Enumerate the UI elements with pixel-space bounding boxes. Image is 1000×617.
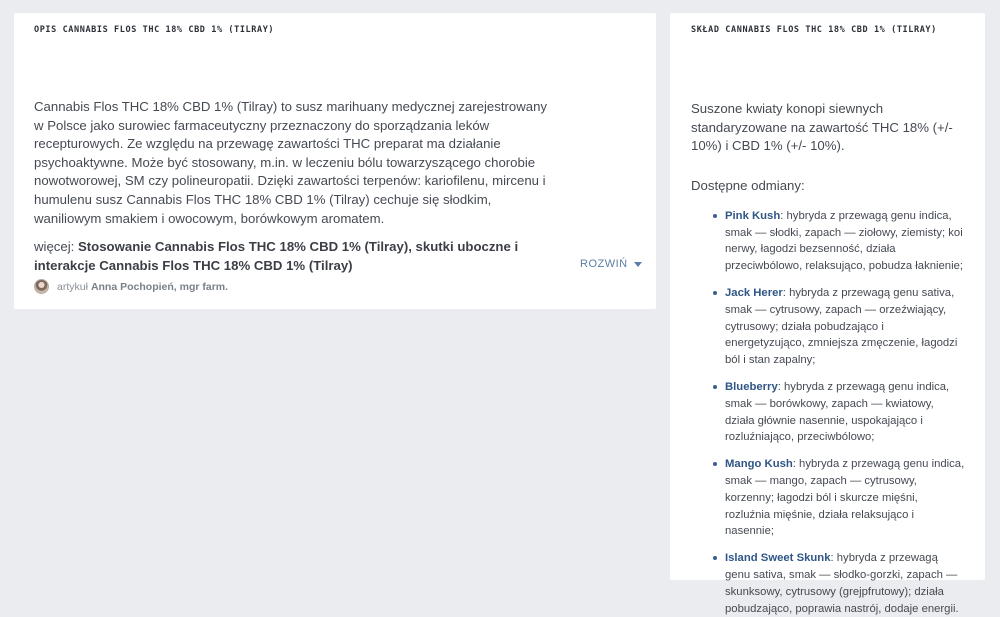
variety-desc: : hybryda z przewagą genu indica, smak — słodki, zapach — ziołowy, ziemisty; koi nerwy, łagodzi bezsenność, działa przeciwbólowo, relaksująco, pobudza łaknienie; bbox=[725, 209, 964, 273]
available-label: Dostępne odmiany: bbox=[691, 177, 805, 193]
description-card bbox=[14, 13, 656, 309]
variety-desc: : hybryda z przewagą genu indica, smak — borówkowy, zapach — kwiatowy, działa głównie nasennie, uspokajająco i rozluźniająco, przeciwbólowo; bbox=[725, 380, 950, 444]
composition-title: SKŁAD CANNABIS FLOS THC 18% CBD 1% (TILRAY) bbox=[691, 25, 937, 35]
more-links bbox=[34, 238, 564, 275]
author-prefix: artykuł bbox=[57, 280, 88, 293]
variety-name: Mango Kush bbox=[725, 458, 793, 471]
description-title: OPIS CANNABIS FLOS THC 18% CBD 1% (TILRAY) bbox=[34, 25, 275, 35]
list-item bbox=[691, 208, 965, 275]
list-item bbox=[691, 550, 965, 617]
composition-card bbox=[670, 13, 985, 615]
varieties-list bbox=[691, 208, 963, 617]
more-article-link[interactable]: Stosowanie Cannabis Flos THC 18% CBD 1% (Tilray), skutki uboczne i interakcje Cannabis Flos THC 18% CBD 1% (Tilray) bbox=[34, 239, 519, 273]
list-item bbox=[691, 456, 965, 540]
caret-down-icon bbox=[634, 262, 642, 267]
more-row bbox=[34, 238, 636, 294]
variety-desc: : hybryda z przewagą genu sativa, smak — cytrusowy, zapach — orzeźwiający, cytrusowy; działa pobudzająco i energetyzująco, zmniejsza zmęczenie, łagodzi ból i stan zapalny; bbox=[725, 286, 958, 367]
list-item bbox=[691, 285, 965, 369]
author-name[interactable]: Anna Pochopień, mgr farm. bbox=[90, 280, 229, 293]
avatar bbox=[34, 279, 49, 294]
expand-label: ROZWIŃ bbox=[580, 258, 628, 271]
variety-desc: : hybryda z przewagą genu indica, smak — mango, zapach — cytrusowy, korzenny; łagodzi ból i skurcze mięśni, rozluźnia mięśnie, działa relaksująco i nasennie; bbox=[725, 458, 965, 538]
description-text: Cannabis Flos THC 18% CBD 1% (Tilray) to susz marihuany medycznej zarejestrowany w Polsce jako surowiec farmaceutyczny przeznaczony do sporządzania leków recepturowych. Ze względu na przewagę zawartości THC preparat ma działanie psychoaktywne. Może być stosowany, m.in. w leczeniu bólu towarzyszącego chorobie nowotworowej, SM czy polineuropatii. Dzięki zawartości terpenów: kariofilenu, mircenu i humulenu susz Cannabis Flos THC 18% CBD 1% (Tilray) cechuje się słodkim, waniliowym smakiem i owocowym, borówkowym aromatem. bbox=[34, 99, 548, 226]
variety-desc: : hybryda z przewagą genu sativa, smak — słodko-gorzki, zapach — skunksowy, cytrusowy (grejpfrutowy); działa pobudzająco, poprawia nastrój, dodaje energii. bbox=[725, 552, 959, 615]
more-prefix: więcej: bbox=[34, 239, 75, 255]
author-line bbox=[34, 279, 636, 294]
variety-name: Island Sweet Skunk bbox=[725, 552, 831, 565]
expand-button[interactable] bbox=[580, 258, 642, 270]
list-item bbox=[691, 379, 965, 446]
variety-name: Blueberry bbox=[725, 380, 778, 393]
composition-text: Suszone kwiaty konopi siewnych standaryzowane na zawartość THC 18% (+/- 10%) i CBD 1% (+/- 10%). bbox=[691, 101, 953, 154]
variety-name: Pink Kush bbox=[725, 209, 781, 222]
variety-name: Jack Herer bbox=[725, 286, 783, 299]
